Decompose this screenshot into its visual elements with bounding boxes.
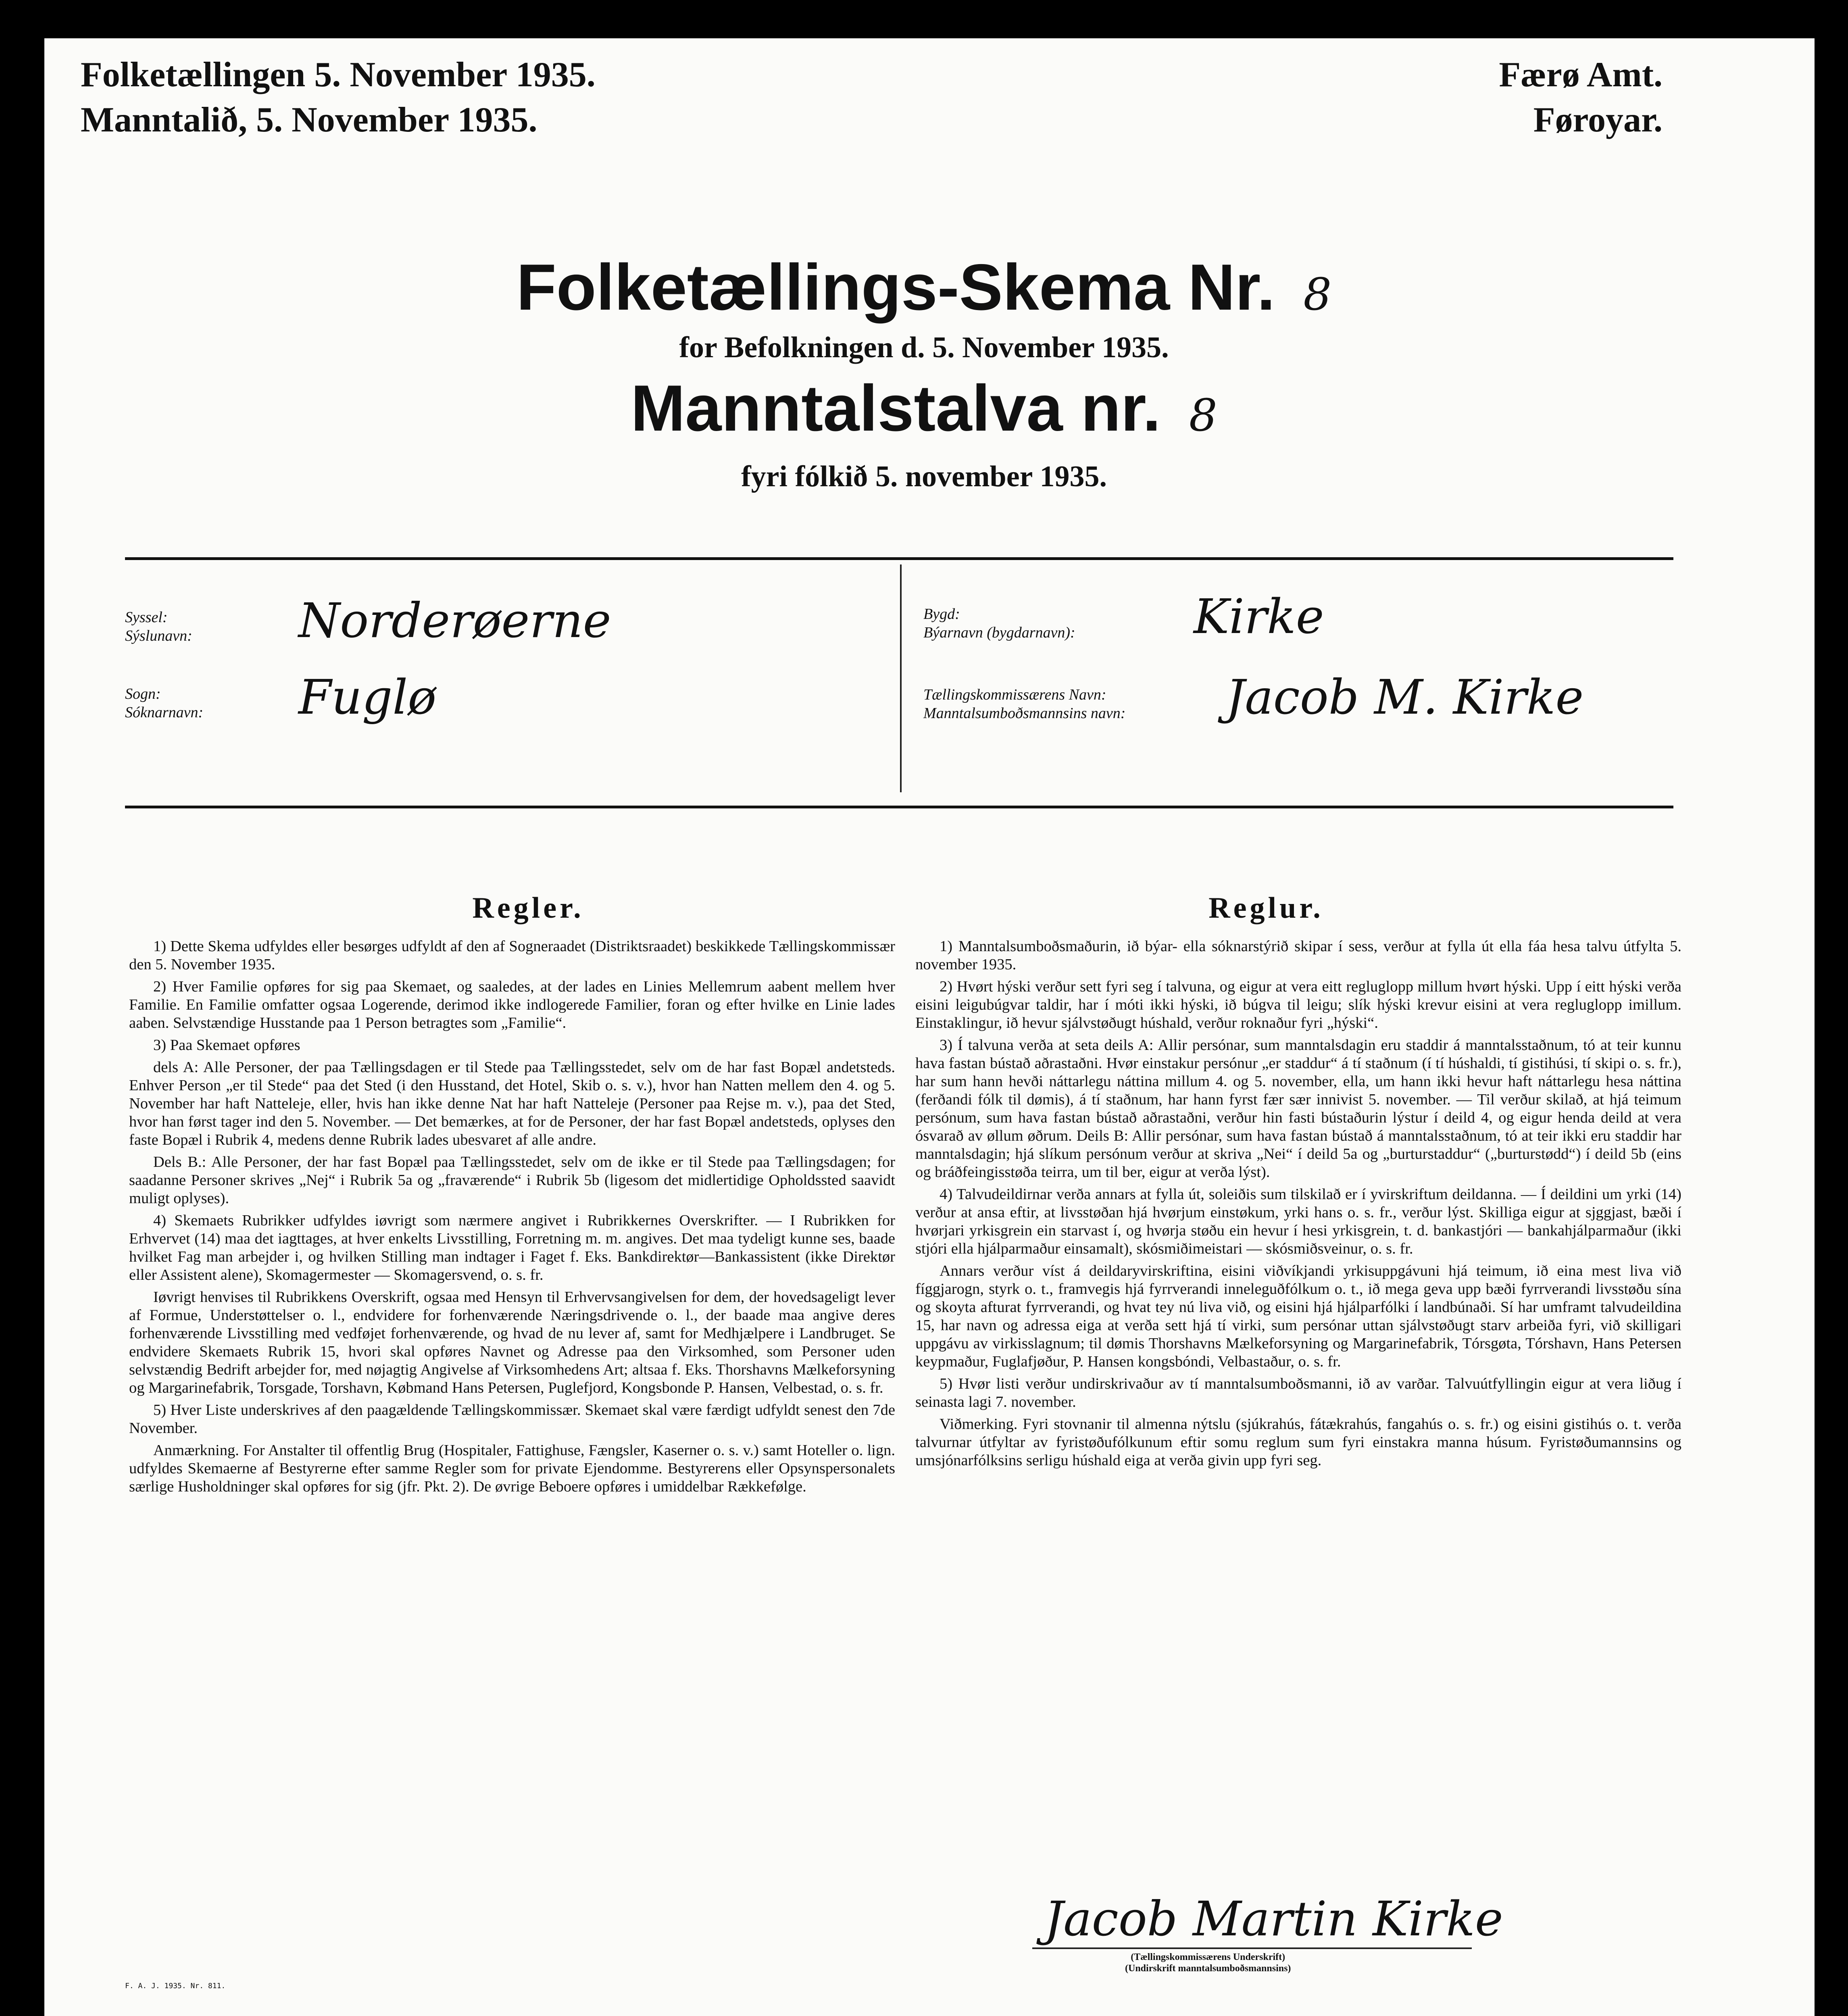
header-left [81,52,596,143]
bygd-label [923,605,1075,642]
form-title-danish [0,250,1848,325]
form-title-faroese [0,371,1848,446]
rule-paragraph: 2) Hver Familie opføres for sig paa Skemaet, og saaledes, at der lades en Linies Mellemrum aabent mellem hver Familie. En Familie omfatter ogsaa Logerende, derimod ikke indlogerede Familier, foran og efter hvilke en Linie lades aaben. Selvstændige Husstande paa 1 Person betragtes som „Familie“. [129,978,895,1031]
bygd-value[interactable]: Kirke [1194,589,1324,644]
header-right-line2: Føroyar. [1533,100,1663,140]
sogn-value[interactable]: Fuglø [298,669,437,725]
top-divider [125,557,1673,560]
header-left-line1: Folketællingen 5. November 1935. [81,55,596,94]
bottom-divider [125,806,1673,808]
rule-paragraph: 1) Dette Skema udfyldes eller besørges udfyldt af den af Sogneraadet (Distriktsraadet) beskikkede Tællingskommissær den 5. November 1935. [129,938,895,973]
bygd-label-fo: Býarnavn (bygdarnavn): [923,624,1075,641]
syssel-label-da: Syssel: [125,609,168,626]
field-column-divider [900,564,902,792]
rules-column-danish [129,937,895,1500]
rule-paragraph: 3) Í talvuna verða at seta deils A: Allir persónar, sum manntalsdagin eru staddir á manntalsstaðnum, tó at teir kunnu hava fastan bústað aðrastaðni. Hvør einstakur persónur „er staddur“ á tí staðnum (í tí húshaldi, tí gistihúsi, tí skipi o. s. fr.), har sum hann hevði náttarlegu náttina millum 4. og 5. november, ella, um hann ikki hevur haft náttarlegu hesa náttina (ferðandi fólk til dømis), á tí staðnum, har hann fyrst fær sær innivist 5. november. — Til verður skilað, at hjá teimum persónum, sum hava fastan bústað aðrastaðni, verður hin fasti bústaðurin lýstur í deild 4, og eigur henda deild at vera ósvarað av øllum øðrum. Deils B: Allir persónar, sum hava fastan bústað á manntalsstaðnum, tó at teir ikki eru staddir har manntalsdagin; hjá slíkum persónum verður at skriva „Nei“ í deild 5a og „burturstaddur“ („burturstødd“) í deild 5b (eins og bráðfeingisstøða teirra, um til ber, eigur at verða lýst). [915,1037,1681,1181]
header-right-line1: Færø Amt. [1499,55,1663,94]
form-title-faroese-text: Manntalstalva nr. [631,372,1161,445]
bygd-label-da: Bygd: [923,606,960,623]
form-subtitle-danish: for Befolkningen d. 5. November 1935. [679,331,1169,364]
form-title-danish-text: Folketællings-Skema Nr. [516,251,1275,324]
rule-paragraph: 2) Hvørt hýski verður sett fyri seg í talvuna, og eigur at vera eitt regluglopp millum hvørt hýski. Upp í eitt hýski verða eisini leigubúgvar taldir, har í móti ikki hýski, ið búgva til leigu; slík hýski krevur eisini at vera regluglopp imillum. Einstaklingur, ið hevur sjálvstøðugt húshald, verður roknaður fyri „hýski“. [915,978,1681,1031]
rule-paragraph: Dels B.: Alle Personer, der har fast Bopæl paa Tællingsstedet, selv om de ikke er til Stede paa Tællingsdagen; for saadanne Personer skrives „Nej“ i Rubrik 5a og „fraværende“ i Rubrik 5b (ligesom det midlertidige Opholdssted saavidt muligt oplyses). [129,1154,895,1207]
syssel-label [125,608,192,645]
rule-paragraph: 4) Skemaets Rubrikker udfyldes iøvrigt som nærmere angivet i Rubrikkernes Overskrifter. — I Rubrikken for Erhvervet (14) maa det iagttages, at hver enkelts Livsstilling, Forretning m. m. angives. Det maa tydeligt kunne ses, baade hvilket Fag man arbejder i, og hvilken Stilling man indtager i Faget f. Eks. Bankdirektør—Bankassistent (ikke Direktør eller Assistent alene), Skomagermester — Skomagersvend, o. s. fr. [129,1212,895,1283]
rule-paragraph: 5) Hver Liste underskrives af den paagældende Tællingskommissær. Skemaet skal være færdigt udfyldt senest den 7de November. [129,1402,895,1437]
signature-value[interactable]: Jacob Martin Kirke [1044,1891,1503,1947]
rule-paragraph: Viðmerking. Fyri stovnanir til almenna nýtslu (sjúkrahús, fátækrahús, fangahús o. s. fr.) og eisini gistihús o. t. verða talvurnar útfyltar av fyristøðufólkunum eftir somu reglum sum fyri einstakra manna húsum. Fyristøðumannsins og umsjónarfólksins serligu húshald eiga at verða givin upp fyri seg. [915,1416,1681,1469]
header-right [1499,52,1663,143]
kommissaer-label-fo: Manntalsumboðsmannsins navn: [923,705,1126,722]
rules-heading-danish: Regler. [472,891,584,925]
rule-paragraph: Iøvrigt henvises til Rubrikkens Overskrift, ogsaa med Hensyn til Erhvervsangivelsen for dem, der hovedsageligt lever af Formue, Understøttelser o. l., endvidere for forhenværende Næringsdrivende o. l., der baade maa angive deres forhenværende Livsstilling med vedføjet forhenværende, og hvad de nu lever af, samt for Medhjælpere i Landbruget. Se endvidere Skemaets Rubrik 15, hvori skal opføres Navnet og Adresse paa den Virksomhed, som Personer uden selvstændig Bedrift arbejder for, med nøjagtig Angivelse af Virksomhedens Art; altsaa f. Eks. Thorshavns Mælkeforsyning og Margarinefabrik, Torsgade, Torshavn, Købmand Hans Petersen, Puglefjord, Kongsbonde P. Hansen, Velbestad, o. s. fr. [129,1289,895,1396]
print-code: F. A. J. 1935. Nr. 811. [125,1982,226,1990]
rule-paragraph: 1) Manntalsumboðsmaðurin, ið býar- ella sóknarstýrið skipar í sess, verður at fylla út ella fáa hesa talvu útfylta 5. november 1935. [915,938,1681,973]
form-number-faroese: 8 [1189,389,1217,441]
signature-line [1032,1947,1472,1949]
rule-paragraph: Anmærkning. For Anstalter til offentlig Brug (Hospitaler, Fattighuse, Fængsler, Kaserner o. s. v.) samt Hoteller o. lign. udfyldes Skemaerne af Bestyrerne efter samme Regler som for private Ejendomme. Bestyrerens eller Opsynspersonalets særlige Husholdninger skal opføres for sig (jfr. Pkt. 2). De øvrige Beboere opføres i umiddelbar Rækkefølge. [129,1442,895,1495]
kommissaer-value[interactable]: Jacob M. Kirke [1226,669,1584,725]
form-subtitle-faroese: fyri fólkið 5. november 1935. [741,460,1107,493]
signature-label [1125,1951,1291,1974]
rule-paragraph: Annars verður víst á deildaryvirskriftina, eisini viðvíkjandi yrkisuppgávuni hjá teimum, ið eina mest liva við fíggjarogn, styrk o. t., framvegis hjá fyrrverandi inneleguðfólkum o. t., ið mega geva upp bæði fyrrverandi livsstøðu sína og skoyta afturat fyrrverandi, og hvat tey nú liva við, og eisini hjá hjálparfólki í landbúnaði. Sí har umframt talvudeildina 15, har navn og adressa eiga at verða sett hjá tí virki, sum persónar uttan sjálvstøðugt starv arbeiða fyri, við skilligari uppgávu av virkisslagnum; til dømis Thorshavns Mælkeforsyning og Margarinefabrik, Tórsgøta, Tórshavn, Hans Petersen keypmaður, Fuglafjøður, P. Hansen kongsbóndi, Velbastaður, o. s. fr. [915,1262,1681,1370]
rules-heading-faroese: Reglur. [1208,891,1324,925]
syssel-label-fo: Sýslunavn: [125,627,192,644]
form-number-danish: 8 [1303,269,1332,320]
syssel-value[interactable]: Norderøerne [298,593,611,648]
rule-paragraph: dels A: Alle Personer, der paa Tællingsdagen er til Stede paa Tællingsstedet, selv om de har fast Bopæl andetsteds. Enhver Person „er til Stede“ paa det Sted (i den Husstand, det Hotel, Skib o. s. v.), hvor han Natten mellem den 4. og 5. November har haft Natteleje, eller, hvis han ikke denne Nat har haft Natteleje (Personer paa Rejse m. v.), paa det Sted, hvor han først tager ind den 5. November. — Det bemærkes, at for de Personer, der har fast Bopæl andetsteds, oplyses den faste Bopæl i Rubrik 4, medens denne Rubrik lades ubesvaret af alle andre. [129,1059,895,1148]
kommissaer-label-da: Tællingskommissærens Navn: [923,686,1106,703]
kommissaer-label [923,685,1125,723]
signature-label-da: (Tællingskommissærens Underskrift) [1131,1952,1285,1962]
rule-paragraph: 5) Hvør listi verður undirskrivaður av tí manntalsumboðsmanni, ið av varðar. Talvuútfyllingin eigur at vera liðug í seinasta lagi 7. november. [915,1375,1681,1410]
rule-paragraph: 3) Paa Skemaet opføres [153,1037,300,1054]
signature-label-fo: (Undirskrift manntalsumboðsmannsins) [1125,1963,1291,1974]
header-left-line2: Manntalið, 5. November 1935. [81,100,538,140]
sogn-label-da: Sogn: [125,685,161,702]
rule-paragraph: 4) Talvudeildirnar verða annars at fylla út, soleiðis sum tilskilað er í yvirskriftum deildanna. — Í deildini um yrki (14) verður at ansa eftir, at livsstøðan hjá hvørjum einstøkum, yrki hans o. s. fr., verður lýst. Skilliga eigur at sjggjast, bæði í hvørjari yrkisgrein ein starvast í, og hvørja støðu ein hevur í hesi yrkisgrein, t. d. bankastjóri — bankahjálparmaður (ikki stjóri ella hjálparmaður einsamalt), skósmiðimeistari — skósmiðsveinur, o. s. fr. [915,1186,1681,1257]
rules-column-faroese [915,937,1681,1474]
sogn-label-fo: Sóknarnavn: [125,704,204,721]
sogn-label [125,685,203,722]
